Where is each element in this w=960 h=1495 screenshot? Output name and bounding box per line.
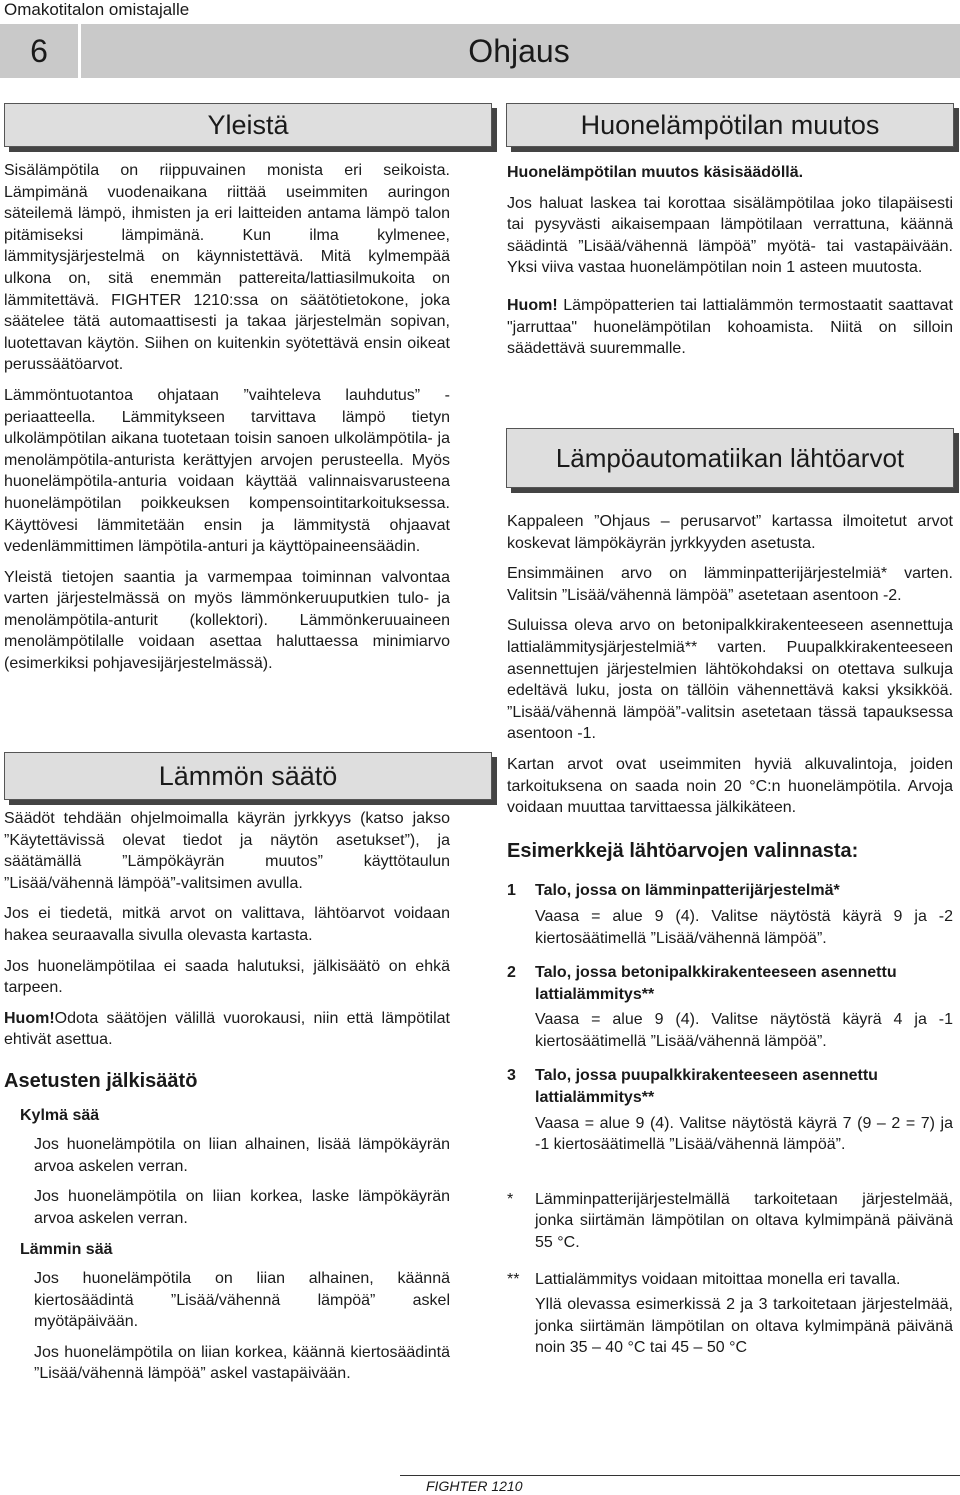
esimerkkeja-heading: Esimerkkejä lähtöarvojen valinnasta: [507, 839, 859, 862]
subheading: Huonelämpötilan muutos käsisäädöllä. [507, 164, 804, 181]
example-number: 2 [507, 964, 516, 982]
lammin-item: Jos huonelämpötila on liian alhainen, käännä kiertosäädintä ”Lisää/vähennä lämpöä” askel myötäpäivään. [34, 1270, 450, 1331]
section-heading-text: Lämpöautomatiikan lähtöarvot [555, 442, 905, 473]
section-heading-text: Huonelämpötilan muutos [580, 109, 880, 140]
chapter-bar [0, 24, 960, 78]
footnote [507, 1269, 953, 1368]
paragraph: Sisälämpötila on riippuvainen monista eri seikoista. Lämpimänä vuodenaikana riittää useimmiten auringon säteilemä lämpö, ihmisten ja eri laitteiden antama lämpö talon pitämiseksi lämpimänä. Kun ilma kylmenee, lämmitysjärjestelmä on käynnistettävä. Mitä kylmempää ulkona on, sitä enemmän pattereita/lattiasilmukoita on lämmitettävä. FIGHTER 1210:ssa on säätötietokone, joka säätelee tätä automaattisesti ja takaa järjestelmän sopivan, luotettavan käytön. Siihen on kuitenkin syötettävä ensin oikeat perussäätöarvot. [4, 162, 450, 374]
lammon-saato-body [4, 808, 450, 1394]
footnote-mark: * [507, 1190, 514, 1208]
asetusten-heading: Asetusten jälkisäätö [4, 1069, 198, 1092]
kylma-item: Jos huonelämpötila on liian alhainen, lisää lämpökäyrän arvoa askelen verran. [34, 1136, 450, 1175]
huom-text: Odota säätöjen välillä vuorokausi, niin että lämpötilat ehtivät asettua. [4, 1009, 450, 1049]
yleista-body [4, 160, 450, 684]
lampoautomatiikka-body [507, 511, 953, 1374]
paragraph: Jos haluat laskea tai korottaa sisälämpötilaa joko tilapäisesti tai pysyvästi aikaisempaan lämpötilaan verrattuna, käännä säädintä ”Lisää/vähennä lämpöä” myötä- tai vastapäivään. Yksi viiva vastaa huonelämpötilan noin 1 asteen muutosta. [507, 194, 953, 277]
paragraph: Säädöt tehdään ohjelmoimalla käyrän jyrkkyys (katso jakso ”Käytettävissä olevat tiedot ja näytön asetukset”), ja säätämällä ”Lämpökäyrän muutos” käyttötaulun ”Lisää/vähennä lämpöä”-valitsimen avulla. [4, 810, 450, 892]
footer-rule [400, 1475, 960, 1476]
section-heading-yleista [4, 103, 492, 147]
chapter-title: Ohjaus [468, 33, 570, 69]
example-item [507, 1065, 953, 1164]
footnote-text: Lämminpatterijärjestelmällä tarkoitetaan järjestelmää, jonka siirtämän lämpötilan on oltava kylmimpänä päivänä 55 °C. [535, 1190, 953, 1252]
kylma-item: Jos huonelämpötila on liian korkea, laske lämpökäyrän arvoa askelen verran. [34, 1188, 450, 1227]
huonelampotila-body [507, 162, 953, 369]
paragraph: Yleistä tietojen saantia ja varmempaa toiminnan valvontaa varten järjestelmässä on myös lämmönkeruuputkien tulo- ja menolämpötila-anturit (kollektori). Lämmönkeruuaineen menolämpötilalle voidaan asettaa haluttaessa minimiarvo (esimerkiksi pohjavesijärjestelmässä). [4, 568, 450, 673]
paragraph: Jos ei tiedetä, mitkä arvot on valittava, lähtöarvot voidaan hakea seuraavalla sivulla olevasta kartasta. [4, 905, 450, 944]
paragraph: Kartan arvot ovat useimmiten hyviä alkuvalintoja, joiden tarkoituksena on saada noin 20 °C:n huonelämpötila. Arvoja voidaan muuttaa tarvittaessa jälkikäteen. [507, 755, 953, 817]
example-number: 1 [507, 882, 516, 900]
huom-note [4, 1008, 450, 1051]
example-item [507, 880, 953, 958]
kylma-heading: Kylmä sää [20, 1106, 100, 1124]
huom-label: Huom! [507, 296, 558, 314]
example-title: Talo, jossa betonipalkkirakenteeseen asennettu lattialämmitys** [535, 964, 897, 1003]
section-heading-text: Lämmön säätö [158, 760, 338, 791]
example-item [507, 962, 953, 1061]
section-heading-lampoautomatiikka [506, 428, 954, 488]
paragraph: Lämmöntuotantoa ohjataan ”vaihteleva lauhdutus” - periaatteella. Lämmitykseen tarvittava lämpö tietyn ulkolämpötilan aikana tuotetaan toisin sanoen ulkolämpötila- ja menolämpötila-anturista kerättyjen arvojen perusteella. Myös huonelämpötila-anturia voidaan käyttää valinnaisvarusteena huonelämpötilan poikkeuksen kompensointitarkoituksessa. Käyttövesi lämmitetään ensin ja lämmitystä ohjaavat vedenlämmittimen lämpötila-anturi ja käyttöpaineensäädin. [4, 386, 450, 556]
footnote [507, 1189, 953, 1263]
section-heading-text: Yleistä [207, 109, 289, 140]
document-header-label: Omakotitalon omistajalle [4, 0, 190, 19]
lammin-item: Jos huonelämpötila on liian korkea, käännä kiertosäädintä ”Lisää/vähennä lämpöä” askel vastapäivään. [34, 1343, 450, 1383]
example-number: 3 [507, 1067, 516, 1085]
huom-note [507, 295, 953, 360]
huom-text: Lämpöpatterien tai lattialämmön termostaatit saattavat "jarruttaa" huonelämpötilan kohoamista. Niitä on silloin säädettävä suuremmalle. [507, 296, 953, 358]
section-heading-lammon-saato [4, 752, 492, 800]
section-heading-huonelampotila [506, 103, 954, 147]
paragraph: Ensimmäinen arvo on lämminpatterijärjestelmiä* varten. Valitsin ”Lisää/vähennä lämpöä” asetetaan asentoon -2. [507, 565, 953, 604]
paragraph: Kappaleen ”Ohjaus – perusarvot” kartassa ilmoitetut arvot koskevat lämpökäyrän jyrkkyyden asetusta. [507, 513, 953, 552]
paragraph: Jos huonelämpötilaa ei saada halutuksi, jälkisäätö on ehkä tarpeen. [4, 957, 450, 997]
paragraph: Suluissa oleva arvo on betonipalkkirakenteeseen asennettuja lattialämmitysjärjestelmiä** varten. Puupalkkirakenteeseen asennettujen järjestelmien lähtökohdaksi on otettava sulkuja edeltävä luku, josta on tällöin vähennettävä kaksi yksikköä. ”Lisää/vähennä lämpöä”-valitsin asetetaan tässä tapauksessa asentoon -1. [507, 617, 953, 743]
example-title: Talo, jossa puupalkkirakenteeseen asennettu lattialämmitys** [535, 1067, 878, 1107]
footnote-extra: Yllä olevassa esimerkissä 2 ja 3 tarkoitetaan järjestelmää, jonka siirtämän lämpötilan on oltava kylmimpänä päivänä noin 35 – 40 °C tai 45 – 50 °C [535, 1296, 953, 1357]
footnote-text: Lattialämmitys voidaan mitoittaa monella eri tavalla. [535, 1270, 901, 1288]
chapter-number: 6 [0, 24, 81, 78]
huom-label: Huom! [4, 1009, 55, 1027]
example-text: Vaasa = alue 9 (4). Valitse näytöstä käyrä 4 ja -1 kiertosäätimellä ”Lisää/vähennä lämpöä”. [535, 1011, 953, 1050]
footer-label: FIGHTER 1210 [426, 1478, 523, 1494]
example-text: Vaasa = alue 9 (4). Valitse näytöstä käyrä 7 (9 – 2 = 7) ja -1 kiertosäätimellä ”Lisää/vähennä lämpöä”. [535, 1114, 953, 1154]
lammin-heading: Lämmin sää [20, 1240, 113, 1258]
example-title: Talo, jossa on lämminpatterijärjestelmä* [535, 882, 840, 900]
footnote-mark: ** [507, 1270, 520, 1288]
example-text: Vaasa = alue 9 (4). Valitse näytöstä käyrä 9 ja -2 kiertosäätimellä ”Lisää/vähennä lämpöä”. [535, 907, 953, 947]
